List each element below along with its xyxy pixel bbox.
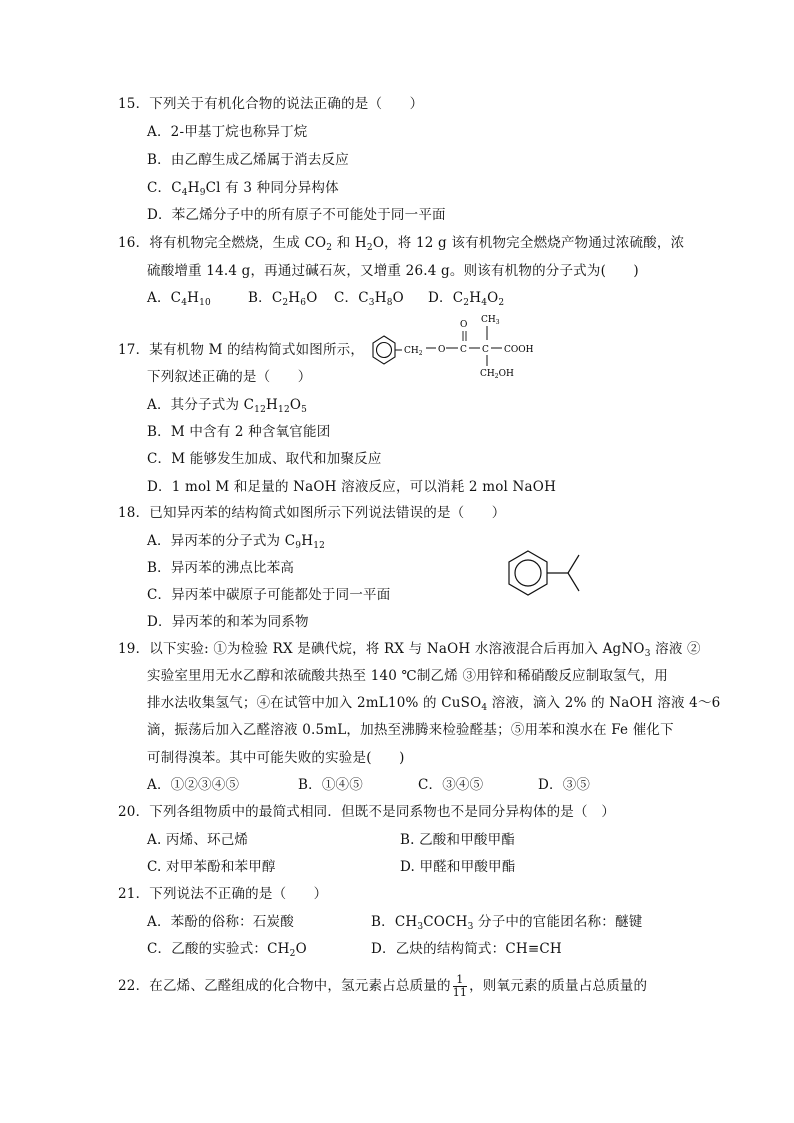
carbonyl-o-label: O — [460, 320, 468, 330]
q21-option-c: C．乙酸的实验式：$CH_2O$ — [147, 941, 307, 959]
question-17-stem-line-2: 下列叙述正确的是（ ） — [147, 369, 312, 385]
q15-option-b: B．由乙醇生成乙烯属于消去反应 — [147, 152, 349, 168]
q15-option-c: C．$C_4H_9Cl$ 有 3 种同分异构体 — [147, 180, 339, 198]
q17-structure-diagram — [362, 310, 552, 378]
cooh-label: COOH — [504, 345, 534, 355]
question-19-line-3: 排水法收集氢气；④在试管中加入 2mL10% 的 CuSO$_4$ 溶液，滴入 2% 的 NaOH 溶液 4～6 — [147, 695, 721, 713]
q16-option-a: A．$C_4H_{10}$ — [147, 290, 211, 308]
q21-option-a: A．苯酚的俗称：石炭酸 — [147, 914, 294, 930]
q20-option-c: C. 对甲苯酚和苯甲醇 — [147, 859, 276, 875]
q21-option-d: D．乙炔的结构简式：CH≡CH — [371, 941, 562, 957]
ch2oh-oh-label: OH — [498, 369, 514, 378]
carbonyl-c-label: C — [460, 345, 467, 355]
q18-option-b: B．异丙苯的沸点比苯高 — [147, 560, 295, 576]
ester-o-label: O — [438, 345, 446, 355]
cumene-structure-diagram — [500, 540, 600, 600]
q18-option-a: A．异丙苯的分子式为 $C_9H_{12}$ — [147, 533, 326, 551]
ch2oh-ch-label: CH — [480, 369, 495, 378]
ch2oh-sub: 2 — [494, 373, 499, 378]
q18-option-d: D．异丙苯的和苯为同系物 — [147, 614, 309, 630]
q16-option-c: C．$C_3H_8O$ — [334, 290, 404, 308]
q19-option-a: A．①②③④⑤ — [147, 777, 240, 793]
svg-text:CH2OH — [480, 369, 514, 378]
question-19-line-4: 滴，振荡后加入乙醛溶液 0.5mL，加热至沸腾来检验醛基；⑤用苯和溴水在 Fe 催化下 — [147, 722, 674, 738]
question-20-stem: 20．下列各组物质中的最简式相同．但既不是同系物也不是同分异构体的是（ ） — [118, 804, 616, 820]
q15-option-a: A．2-甲基丁烷也称异丁烷 — [147, 124, 308, 140]
svg-text:CH3 — [481, 315, 500, 326]
q19-option-b: B．①④⑤ — [298, 777, 363, 793]
q19-option-c: C．③④⑤ — [418, 777, 484, 793]
ch2-sub: 2 — [418, 350, 423, 357]
q17-option-a: A．其分子式为 $C_{12}H_{12}O_5$ — [147, 397, 308, 415]
question-15-stem: 15．下列关于有机化合物的说法正确的是（ ） — [118, 96, 424, 112]
q18-option-c: C．异丙苯中碳原子可能都处于同一平面 — [147, 587, 391, 603]
q17-option-d: D．1 mol M 和足量的 NaOH 溶液反应，可以消耗 2 mol NaOH — [147, 479, 557, 495]
q17-option-b: B．M 中含有 2 种含氧官能团 — [147, 424, 331, 440]
question-16-stem: 16．将有机物完全燃烧，生成 $CO_2$ 和 $H_2O$，将 12 g 该有机物完全燃烧产物通过浓硫酸，浓 — [118, 235, 685, 253]
benzene-ring-icon — [509, 551, 547, 595]
q21-option-b: B．$CH_3COCH_3$ 分子中的官能团名称：醚键 — [371, 914, 643, 932]
ch3-sub: 3 — [495, 319, 500, 326]
question-19-stem: 19．以下实验: ①为检验 RX 是碘代烷，将 RX 与 NaOH 水溶液混合后再加入 AgNO$_3$ 溶液 ② — [118, 641, 701, 659]
q16-option-b: B．$C_2H_6O$ — [248, 290, 318, 308]
q15-option-d: D．苯乙烯分子中的所有原子不可能处于同一平面 — [147, 207, 446, 223]
question-22-stem: 22．在乙烯、乙醛组成的化合物中，氢元素占总质量的 $\frac{1}{11}$ ，则氧元素的质量占总质量的 — [118, 973, 648, 999]
q20-option-b: B. 乙酸和甲酸甲酯 — [400, 832, 516, 848]
q16-option-d: D．$C_2H_4O_2$ — [428, 290, 505, 308]
q19-option-d: D．③⑤ — [538, 777, 591, 793]
ch2-label: CH — [404, 346, 419, 356]
q20-option-a: A. 丙烯、环己烯 — [147, 832, 249, 848]
q20-option-d: D. 甲醛和甲酸甲酯 — [400, 859, 516, 875]
benzene-ring-icon — [373, 336, 395, 364]
ch3-label: CH — [481, 315, 496, 325]
question-19-line-2: 实验室里用无水乙醇和浓硫酸共热至 140 ℃制乙烯 ③用锌和稀硝酸反应制取氢气，用 — [147, 668, 668, 684]
fraction-one-eleventh: $\frac{1}{11}$ — [452, 973, 468, 999]
question-17-stem: 17．某有机物 M 的结构简式如图所示， — [118, 342, 365, 358]
question-16-stem-line-2: 硫酸增重 14.4 g，再通过碱石灰，又增重 26.4 g。则该有机物的分子式为( ) — [147, 263, 639, 279]
question-18-stem: 18．已知异丙苯的结构简式如图所示下列说法错误的是（ ） — [118, 505, 506, 521]
svg-text:CH2 — [404, 346, 423, 357]
q17-option-c: C．M 能够发生加成、取代和加聚反应 — [147, 451, 382, 467]
question-21-stem: 21．下列说法不正确的是（ ） — [118, 886, 328, 902]
question-19-line-5: 可制得溴苯。其中可能失败的实验是( ) — [147, 750, 405, 766]
quaternary-c-label: C — [482, 345, 489, 355]
